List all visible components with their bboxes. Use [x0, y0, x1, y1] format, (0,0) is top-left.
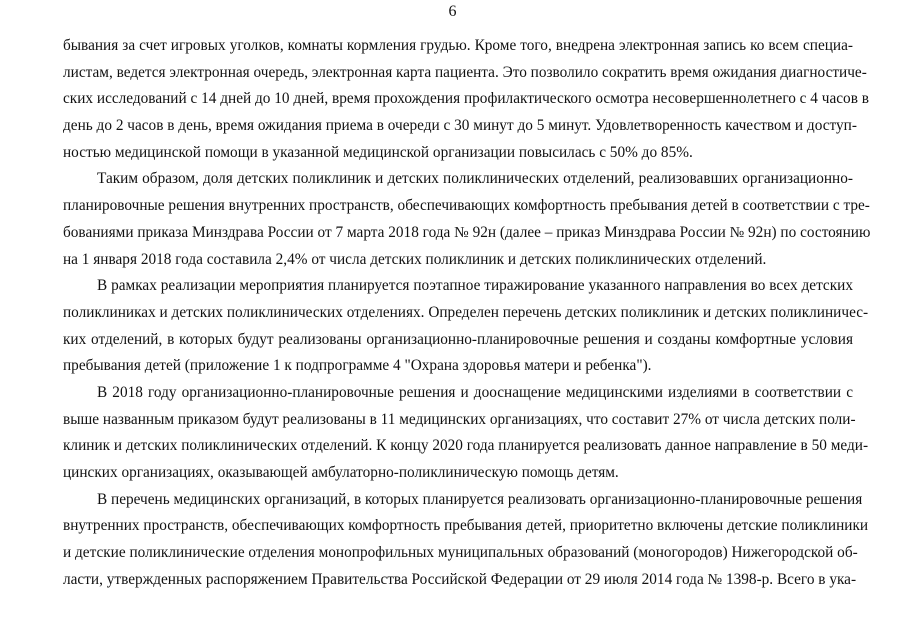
text-line: цинских организациях, оказывающей амбулаторно-поликлиническую помощь детям.	[63, 464, 619, 481]
text-line: В 2018 году организационно-планировочные решения и дооснащение медицинскими изделиями в соответствии с	[97, 383, 853, 401]
page-number: 6	[448, 3, 457, 20]
paragraph	[63, 380, 869, 487]
document-body	[63, 33, 871, 593]
text-line: на 1 января 2018 года составила 2,4% от числа детских поликлиник и детских поликлинических отделений.	[63, 250, 767, 268]
text-line: бованиями приказа Минздрава России от 7 марта 2018 года № 92н (далее – приказ Минздрава России № 92н) по состоянию	[63, 223, 871, 241]
text-line: ласти, утвержденных распоряжением Правительства Российской Федерации от 29 июля 2014 года № 1398-р. Всего в ука-	[63, 570, 857, 588]
text-line: В рамках реализации мероприятия планируется поэтапное тиражирование указанного направления во всех детских	[97, 277, 853, 295]
text-line: поликлиниках и детских поликлинических отделениях. Определен перечень детских поликлиник и детских поликлиничес-	[63, 303, 869, 321]
text-line: В перечень медицинских организаций, в которых планируется реализовать организационно-планировочные решения	[97, 490, 863, 508]
text-line: пребывания детей (приложение 1 к подпрограмме 4 "Охрана здоровья матери и ребенка").	[63, 357, 652, 375]
text-line: клиник и детских поликлинических отделений. К концу 2020 года планируется реализовать данное направление в 50 меди-	[63, 437, 869, 455]
text-line: ностью медицинской помощи в указанной медицинской организации повысилась с 50% до 85%.	[63, 143, 693, 161]
paragraph	[63, 487, 869, 594]
text-line: планировочные решения внутренних пространств, обеспечивающих комфортность пребывания детей в соответствии с тре-	[63, 197, 870, 215]
text-line: выше названным приказом будут реализованы в 11 медицинских организациях, что составит 27% от числа детских поли-	[63, 410, 856, 428]
text-line: листам, ведется электронная очередь, электронная карта пациента. Это позволило сократить время ожидания диагностиче-	[63, 63, 867, 81]
paragraph	[63, 33, 869, 166]
text-line: день до 2 часов в день, время ожидания приема в очереди с 30 минут до 5 минут. Удовлетворенность качеством и доступ-	[63, 117, 857, 135]
text-line: ких отделений, в которых будут реализованы организационно-планировочные решения и созданы комфортные условия	[63, 330, 853, 348]
text-line: бывания за счет игровых уголков, комнаты кормления грудью. Кроме того, внедрена электронная запись ко всем специа-	[63, 37, 853, 54]
text-line: Таким образом, доля детских поликлиник и детских поликлинических отделений, реализовавших организационно-	[97, 170, 853, 188]
text-line: и детские поликлинические отделения монопрофильных муниципальных образований (моногородов) Нижегородской об-	[63, 544, 858, 562]
paragraph	[63, 273, 869, 380]
text-line: внутренних пространств, обеспечивающих комфортность пребывания детей, приоритетно включены детские поликлиники	[63, 517, 869, 535]
paragraph	[63, 166, 871, 273]
text-line: ских исследований с 14 дней до 10 дней, время прохождения профилактического осмотра несовершеннолетнего с 4 часов в	[63, 90, 869, 108]
